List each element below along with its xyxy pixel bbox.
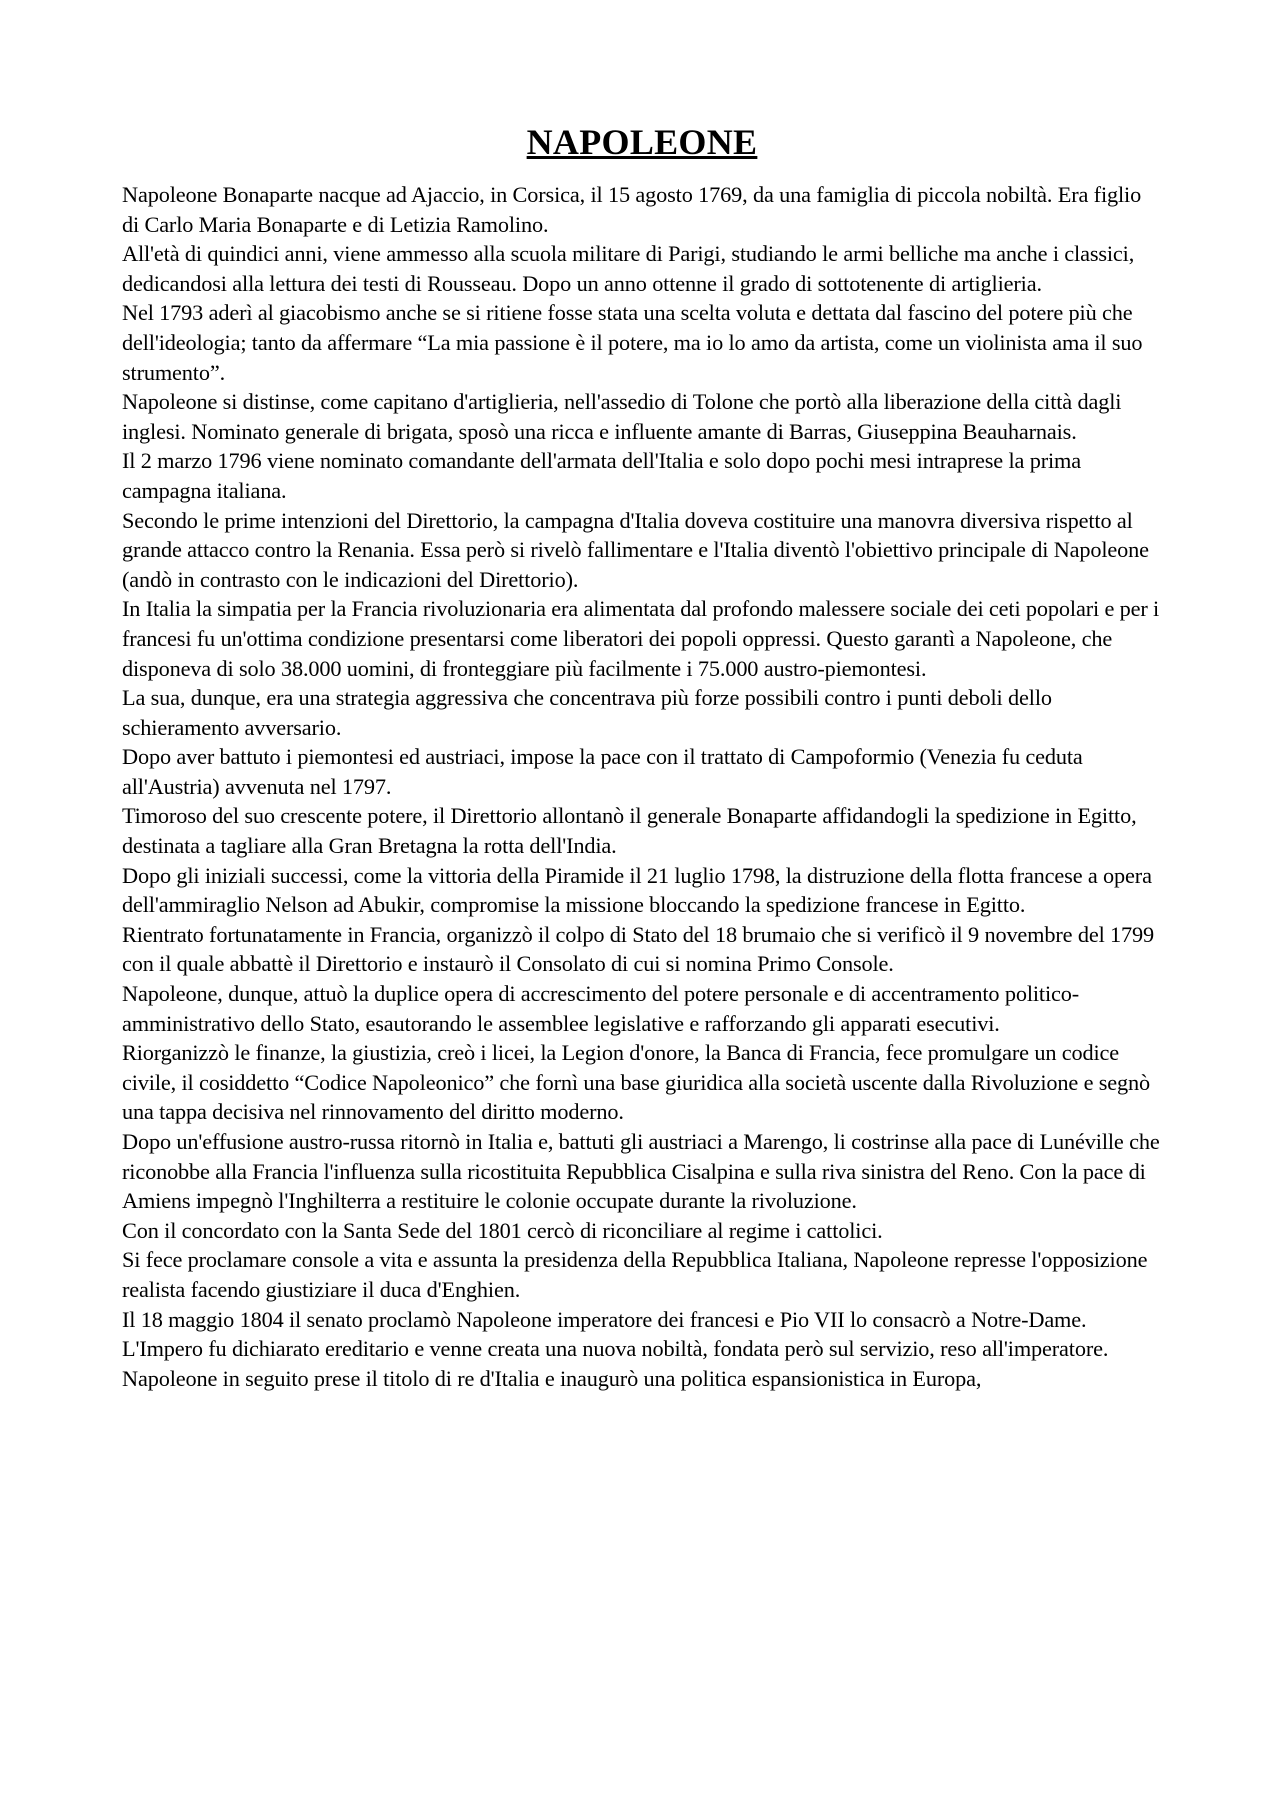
- document-title: NAPOLEONE: [526, 122, 758, 162]
- paragraph: Dopo un'effusione austro-russa ritornò in Italia e, battuti gli austriaci a Marengo, li costrinse alla pace di Lunéville che riconobbe alla Francia l'influenza sulla ricostituita Repubblica Cisalpina e sulla riva sinistra del Reno. Con la pace di Amiens impegnò l'Inghilterra a restituire le colonie occupate durante la rivoluzione.: [122, 1129, 1160, 1214]
- paragraph: Dopo aver battuto i piemontesi ed austriaci, impose la pace con il trattato di Campoformio (Venezia fu ceduta all'Austria) avvenuta nel 1797.: [122, 744, 1083, 799]
- paragraph: Con il concordato con la Santa Sede del 1801 cercò di riconciliare al regime i cattolici.: [122, 1217, 883, 1243]
- paragraph: Secondo le prime intenzioni del Direttorio, la campagna d'Italia doveva costituire una manovra diversiva rispetto al grande attacco contro la Renania. Essa però si rivelò fallimentare e l'Italia diventò l'obiettivo principale di Napoleone (andò in contrasto con le indicazioni del Direttorio).: [122, 507, 1149, 592]
- paragraph: La sua, dunque, era una strategia aggressiva che concentrava più forze possibili contro i punti deboli dello schieramento avversario.: [122, 685, 1052, 740]
- paragraph: L'Impero fu dichiarato ereditario e venne creata una nuova nobiltà, fondata però sul servizio, reso all'imperatore.: [122, 1336, 1109, 1362]
- paragraph: Napoleone si distinse, come capitano d'artiglieria, nell'assedio di Tolone che portò alla liberazione della città dagli inglesi. Nominato generale di brigata, sposò una ricca e influente amante di Barras, Giuseppina Beauharnais.: [122, 389, 1122, 444]
- paragraph: Timoroso del suo crescente potere, il Direttorio allontanò il generale Bonaparte affidandogli la spedizione in Egitto, destinata a tagliare alla Gran Bretagna la rotta dell'India.: [122, 803, 1137, 859]
- paragraph: Napoleone, dunque, attuò la duplice opera di accrescimento del potere personale e di accentramento politico-amministrativo dello Stato, esautorando le assemblee legislative e rafforzando gli apparati esecutivi.: [122, 981, 1080, 1036]
- paragraph: Dopo gli iniziali successi, come la vittoria della Piramide il 21 luglio 1798, la distruzione della flotta francese a opera dell'ammiraglio Nelson ad Abukir, compromise la missione bloccando la spedizione francese in Egitto.: [122, 862, 1152, 918]
- paragraph: Napoleone in seguito prese il titolo di re d'Italia e inaugurò una politica espansionistica in Europa,: [122, 1365, 982, 1391]
- paragraph: Il 2 marzo 1796 viene nominato comandante dell'armata dell'Italia e solo dopo pochi mesi intraprese la prima campagna italiana.: [122, 448, 1081, 503]
- paragraph: Si fece proclamare console a vita e assunta la presidenza della Repubblica Italiana, Napoleone represse l'opposizione realista facendo giustiziare il duca d'Enghien.: [122, 1247, 1148, 1302]
- paragraph: Napoleone Bonaparte nacque ad Ajaccio, in Corsica, il 15 agosto 1769, da una famiglia di piccola nobiltà. Era figlio di Carlo Maria Bonaparte e di Letizia Ramolino.: [122, 182, 1142, 237]
- paragraph: Riorganizzò le finanze, la giustizia, creò i licei, la Legion d'onore, la Banca di Francia, fece promulgare un codice civile, il cosiddetto “Codice Napoleonico” che fornì una base giuridica alla società uscente dalla Rivoluzione e segnò una tappa decisiva nel rinnovamento del diritto moderno.: [122, 1040, 1151, 1125]
- paragraph: Il 18 maggio 1804 il senato proclamò Napoleone imperatore dei francesi e Pio VII lo consacrò a Notre-Dame.: [122, 1306, 1087, 1332]
- document-page: [122, 120, 1162, 1393]
- document-body: [122, 180, 1162, 1393]
- paragraph: Nel 1793 aderì al giacobismo anche se si ritiene fosse stata una scelta voluta e dettata dal fascino del potere più che dell'ideologia; tanto da affermare “La mia passione è il potere, ma io lo amo da artista, come un violinista ama il suo strumento”.: [122, 300, 1143, 385]
- paragraph: All'età di quindici anni, viene ammesso alla scuola militare di Parigi, studiando le armi belliche ma anche i classici, dedicandosi alla lettura dei testi di Rousseau. Dopo un anno ottenne il grado di sottotenente di artiglieria.: [122, 241, 1135, 296]
- paragraph: In Italia la simpatia per la Francia rivoluzionaria era alimentata dal profondo malessere sociale dei ceti popolari e per i francesi fu un'ottima condizione presentarsi come liberatori dei popoli oppressi. Questo garantì a Napoleone, che disponeva di solo 38.000 uomini, di fronteggiare più facilmente i 75.000 austro-piemontesi.: [122, 596, 1160, 681]
- paragraph: Rientrato fortunatamente in Francia, organizzò il colpo di Stato del 18 brumaio che si verificò il 9 novembre del 1799 con il quale abbattè il Direttorio e instaurò il Consolato di cui si nomina Primo Console.: [122, 921, 1155, 977]
